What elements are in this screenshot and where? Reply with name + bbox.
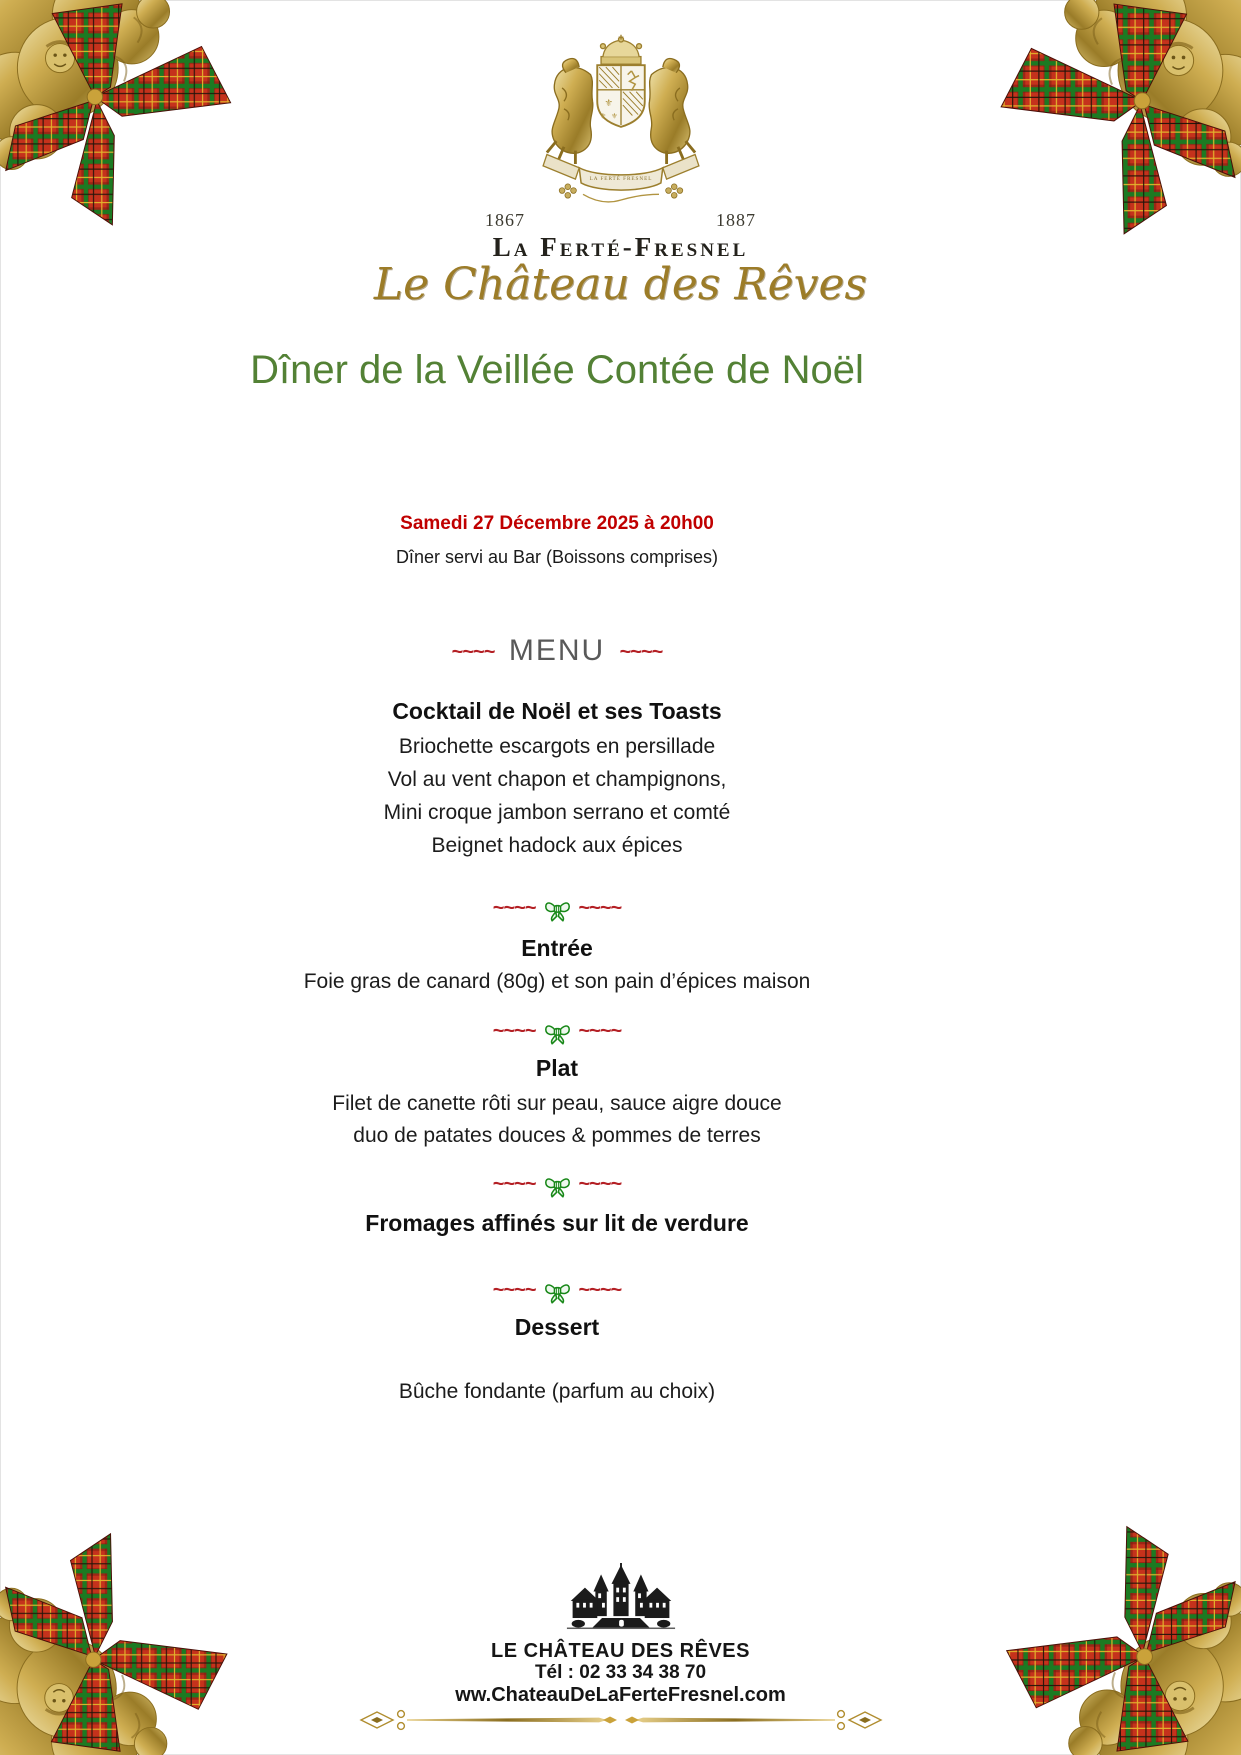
section-separator xyxy=(0,1017,1114,1045)
svg-text:⚜: ⚜ xyxy=(603,98,613,109)
section-title-plat: Plat xyxy=(535,1055,579,1081)
squiggle-right: ~~~~ xyxy=(578,1173,622,1195)
svg-text:⚜: ⚜ xyxy=(610,111,618,121)
squiggle-left: ~~~~ xyxy=(492,1173,536,1195)
founding-year-left: 1867 xyxy=(485,210,525,230)
estate-name: La Ferté-Fresnel xyxy=(492,232,749,262)
footer-phone: Tél : 02 33 34 38 70 xyxy=(534,1662,707,1683)
section-items-dessert xyxy=(0,1376,1114,1408)
squiggle-left: ~~~~ xyxy=(492,897,536,919)
bow-icon xyxy=(544,1174,571,1198)
gold-divider xyxy=(355,1706,887,1734)
svg-text:LA FERTÉ FRESNEL: LA FERTÉ FRESNEL xyxy=(589,176,652,183)
menu-item: Beignet hadock aux épices xyxy=(431,834,683,857)
bow-icon xyxy=(544,898,571,922)
menu-heading xyxy=(0,633,1114,669)
bow-icon xyxy=(544,1021,571,1045)
bow-icon xyxy=(544,1280,571,1304)
footer-website: ww.ChateauDeLaFerteFresnel.com xyxy=(455,1684,786,1706)
event-details: Dîner servi au Bar (Boissons comprises) xyxy=(395,547,719,567)
menu-item: Bûche fondante (parfum au choix) xyxy=(398,1380,716,1403)
menu-item: Filet de canette rôti sur peau, sauce aigre douce xyxy=(332,1092,782,1115)
section-title-dessert: Dessert xyxy=(514,1314,600,1340)
menu-item: Foie gras de canard (80g) et son pain d’épices maison xyxy=(303,970,811,993)
founding-year-right: 1887 xyxy=(716,210,756,230)
squiggle-left: ~~~~ xyxy=(451,641,495,663)
menu-heading-label: MENU xyxy=(508,634,606,667)
menu-item: Mini croque jambon serrano et comté xyxy=(383,801,731,824)
section-items-plat xyxy=(0,1088,1114,1152)
footer-establishment-name: LE CHÂTEAU DES RÊVES xyxy=(491,1640,750,1662)
squiggle-right: ~~~~ xyxy=(578,1279,622,1301)
section-separator xyxy=(0,894,1114,922)
section-items-entree xyxy=(0,966,1114,998)
event-datetime: Samedi 27 Décembre 2025 à 20h00 xyxy=(400,513,714,534)
section-separator xyxy=(0,1170,1114,1198)
section-title-fromages: Fromages affinés sur lit de verdure xyxy=(365,1210,749,1236)
brand-script-name: Le Château des Rêves xyxy=(373,259,868,310)
squiggle-left: ~~~~ xyxy=(492,1279,536,1301)
menu-item: Vol au vent chapon et champignons, xyxy=(387,768,727,791)
squiggle-left: ~~~~ xyxy=(492,1020,536,1042)
section-title-cocktail: Cocktail de Noël et ses Toasts xyxy=(392,698,722,724)
page-title: Dîner de la Veillée Contée de Noël xyxy=(250,348,864,392)
svg-text:⚜: ⚜ xyxy=(599,111,606,121)
squiggle-right: ~~~~ xyxy=(619,641,663,663)
chateau-etching-icon xyxy=(557,1563,685,1637)
section-separator xyxy=(0,1276,1114,1304)
menu-item: duo de patates douces & pommes de terres xyxy=(353,1124,761,1147)
menu-item: Briochette escargots en persillade xyxy=(398,735,716,758)
section-title-entree: Entrée xyxy=(521,935,593,961)
section-items-cocktail xyxy=(0,730,1114,862)
squiggle-right: ~~~~ xyxy=(578,897,622,919)
squiggle-right: ~~~~ xyxy=(578,1020,622,1042)
